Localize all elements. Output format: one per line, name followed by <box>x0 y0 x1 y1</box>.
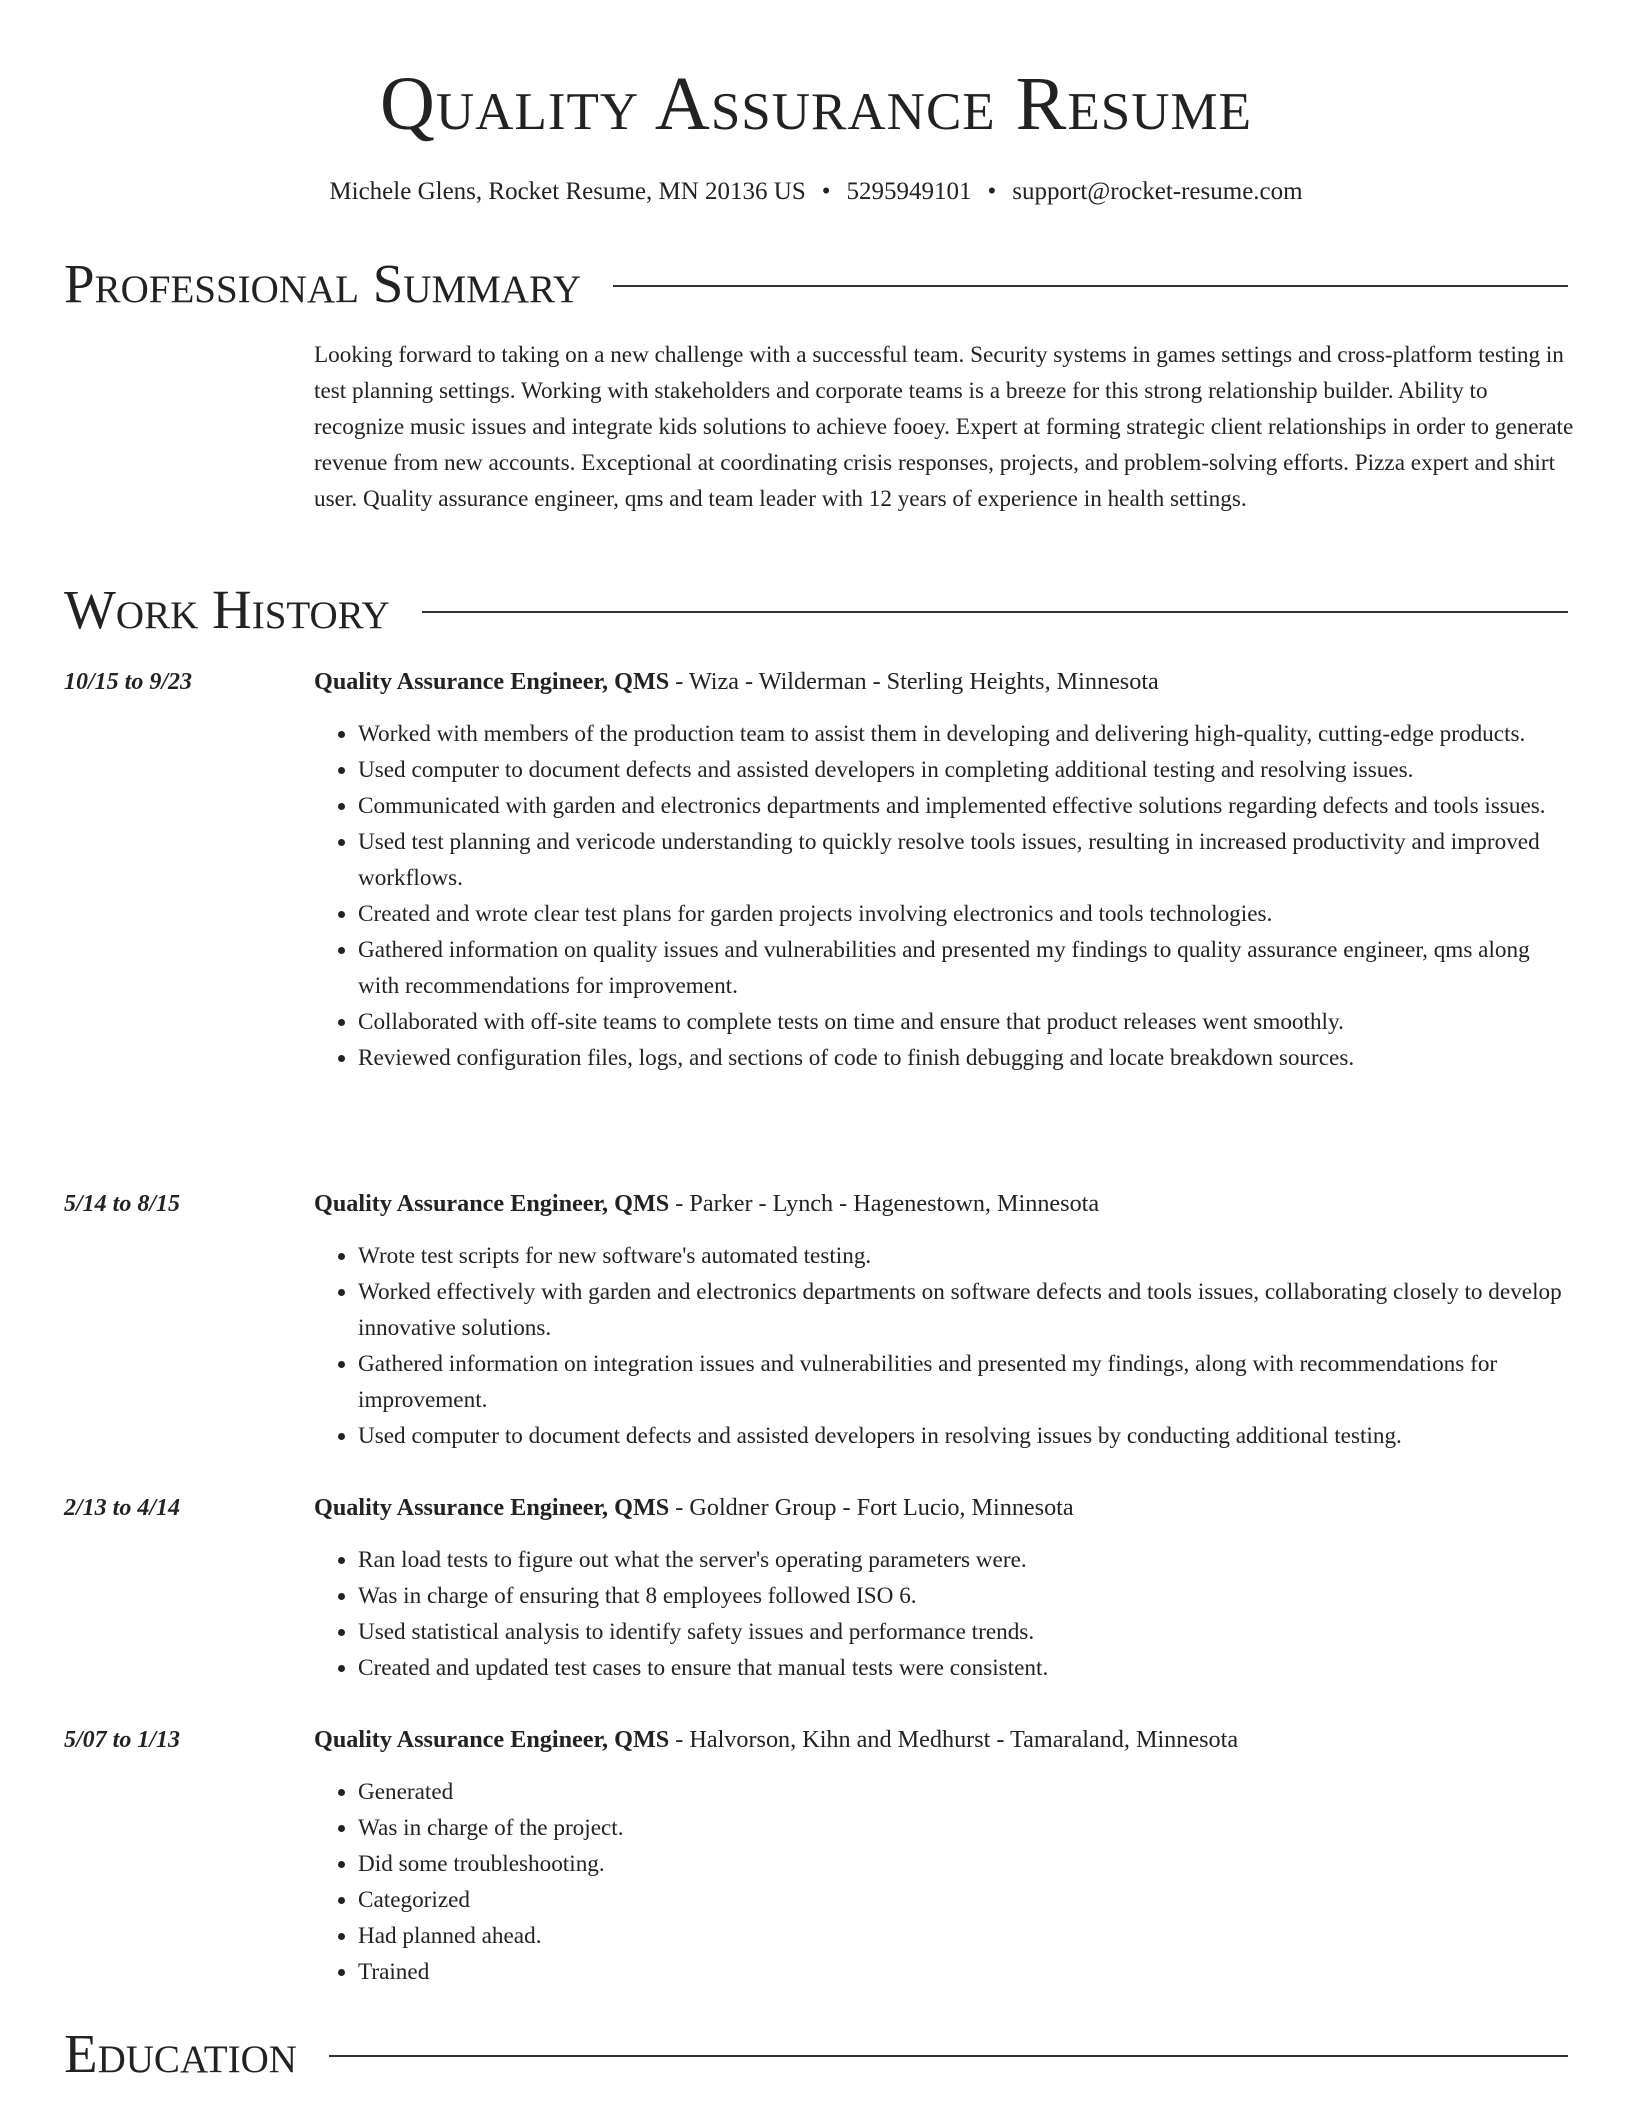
contact-line <box>0 176 1632 208</box>
job-company-location: - Goldner Group - Fort Lucio, Minnesota <box>669 1494 1074 1521</box>
summary-text: Looking forward to taking on a new challenge with a successful team. Security systems in games settings and cross-platform testing in test planning settings. Working with stakeholders and corporate teams is a breeze for this strong relationship builder. Ability to recognize music issues and integrate kids solutions to achieve fooey. Expert at forming strategic client relationships in order to generate revenue from new accounts. Exceptional at coordinating crisis responses, projects, and problem-solving efforts. Pizza expert and shirt user. Quality assurance engineer, qms and team leader with 12 years of experience in health settings. <box>314 342 1574 512</box>
list-item: • Wrote test scripts for new software's automated testing. <box>358 1238 1568 1274</box>
job-heading <box>314 664 1159 700</box>
job-bullets <box>314 1542 1568 1686</box>
job-dates: 2/13 to 4/14 <box>64 1495 181 1521</box>
list-item: • Worked effectively with garden and electronics departments on software defects and tools issues, collaborating closely to develop innovative solutions. <box>358 1274 1568 1346</box>
list-item: • Communicated with garden and electronics departments and implemented effective solutions regarding defects and tools issues. <box>358 788 1568 824</box>
list-item: • Used test planning and vericode understanding to quickly resolve tools issues, resulting in increased productivity and improved workflows. <box>358 824 1568 896</box>
list-item: • Was in charge of ensuring that 8 employees followed ISO 6. <box>358 1578 1568 1614</box>
list-item: • Had planned ahead. <box>358 1918 1568 1954</box>
contact-address: Michele Glens, Rocket Resume, MN 20136 US <box>329 178 806 205</box>
job-bullets <box>314 1238 1568 1454</box>
section-divider <box>329 2055 1568 2057</box>
job-dates: 5/14 to 8/15 <box>64 1191 181 1217</box>
resume-title: Quality Assurance Resume <box>380 62 1252 146</box>
section-divider <box>422 611 1568 613</box>
list-item: • Trained <box>358 1954 1568 1990</box>
list-item: • Generated <box>358 1774 1568 1810</box>
job-title: Quality Assurance Engineer, QMS <box>314 1726 670 1753</box>
section-education <box>64 2024 1568 2084</box>
job-company-location: - Halvorson, Kihn and Medhurst - Tamaraland, Minnesota <box>669 1726 1239 1753</box>
job-heading <box>314 1186 1099 1222</box>
job-title: Quality Assurance Engineer, QMS <box>314 1494 670 1521</box>
section-title: Education <box>64 2023 297 2084</box>
list-item: • Reviewed configuration files, logs, and sections of code to finish debugging and locate breakdown sources. <box>358 1040 1568 1076</box>
contact-separator: • <box>987 178 997 205</box>
contact-separator: • <box>821 178 831 205</box>
list-item: • Gathered information on integration issues and vulnerabilities and presented my findings, along with recommendations for improvement. <box>358 1346 1568 1418</box>
section-title: Work History <box>64 579 390 640</box>
list-item: • Used statistical analysis to identify safety issues and performance trends. <box>358 1614 1568 1650</box>
list-item: • Created and wrote clear test plans for garden projects involving electronics and tools technologies. <box>358 896 1568 932</box>
contact-phone: 5295949101 <box>846 178 972 205</box>
list-item: • Gathered information on quality issues and vulnerabilities and presented my findings to quality assurance engineer, qms along with recommendations for improvement. <box>358 932 1568 1004</box>
list-item: • Ran load tests to figure out what the server's operating parameters were. <box>358 1542 1568 1578</box>
contact-email: support@rocket-resume.com <box>1012 178 1303 205</box>
list-item: • Was in charge of the project. <box>358 1810 1568 1846</box>
job-heading <box>314 1490 1074 1526</box>
job-dates: 10/15 to 9/23 <box>64 669 193 695</box>
list-item: • Used computer to document defects and assisted developers in resolving issues by conducting additional testing. <box>358 1418 1568 1454</box>
list-item: • Created and updated test cases to ensure that manual tests were consistent. <box>358 1650 1568 1686</box>
list-item: • Used computer to document defects and assisted developers in completing additional testing and resolving issues. <box>358 752 1568 788</box>
list-item: • Did some troubleshooting. <box>358 1846 1568 1882</box>
section-professional-summary <box>64 254 1568 314</box>
job-title: Quality Assurance Engineer, QMS <box>314 668 670 695</box>
job-company-location: - Wiza - Wilderman - Sterling Heights, Minnesota <box>669 668 1159 695</box>
job-heading <box>314 1722 1238 1758</box>
job-title: Quality Assurance Engineer, QMS <box>314 1190 670 1217</box>
job-company-location: - Parker - Lynch - Hagenestown, Minnesota <box>669 1190 1100 1217</box>
section-work-history <box>64 580 1568 640</box>
list-item: • Categorized <box>358 1882 1568 1918</box>
job-bullets <box>314 1774 1568 1990</box>
job-dates: 5/07 to 1/13 <box>64 1727 181 1753</box>
section-title: Professional Summary <box>64 253 582 314</box>
list-item: • Worked with members of the production team to assist them in developing and delivering high-quality, cutting-edge products. <box>358 716 1568 752</box>
list-item: • Collaborated with off-site teams to complete tests on time and ensure that product releases went smoothly. <box>358 1004 1568 1040</box>
section-divider <box>613 285 1568 287</box>
job-bullets <box>314 716 1568 1076</box>
